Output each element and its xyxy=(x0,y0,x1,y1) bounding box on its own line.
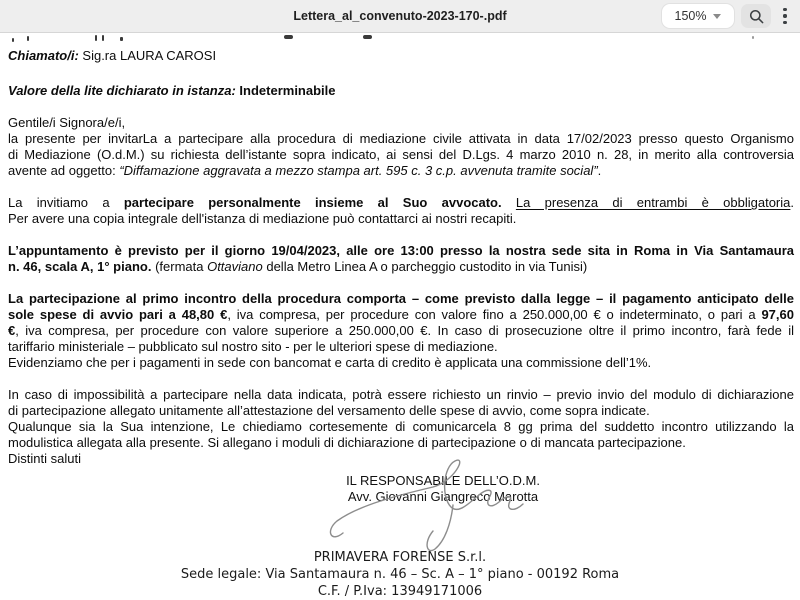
value-line-line: Valore della lite dichiarato in istanza: Indeterminabile xyxy=(8,83,336,98)
intention-paragraph xyxy=(8,419,794,451)
intro-paragraph-line: di Mediazione (O.d.M.) su richiesta dell’istante sopra indicato, ai sensi del D.Lgs. 4 marzo 2010 n. 28, in merito alla controversia xyxy=(8,147,794,162)
postponement-paragraph xyxy=(8,387,794,419)
search-icon xyxy=(748,8,765,25)
document-blocks xyxy=(0,48,800,467)
intro-paragraph-line: avente ad oggetto: “Diffamazione aggravata a mezzo stampa art. 595 c. 3 c.p. avvenuta tramite social”. xyxy=(8,163,602,178)
document-title: Lettera_al_convenuto-2023-170-.pdf xyxy=(293,9,507,23)
footer-block xyxy=(0,549,800,600)
closing-line-line: Distinti saluti xyxy=(8,451,81,466)
intention-paragraph-line: modulistica allegata alla presente. Si allegano i moduli di dichiarazione di partecipazione o di mancata partecipazione. xyxy=(8,435,686,450)
costs-paragraph-line: €, iva compresa, per procedure con valore superiore a 250.000,00 €. In caso di prosecuzione oltre il primo incontro, farà fede il xyxy=(8,323,794,338)
recipient-line-line: Chiamato/i: Sig.ra LAURA CAROSI xyxy=(8,48,217,63)
pdf-toolbar xyxy=(0,0,800,33)
document-viewport[interactable] xyxy=(0,33,800,600)
invitation-paragraph-line: La invitiamo a partecipare personalmente insieme al Suo avvocato. La presenza di entrambi è obbligatoria. xyxy=(8,195,795,210)
costs-paragraph-line: tariffario ministeriale – pubblicato sul nostro sito - per le ulteriori spese di mediazione. xyxy=(8,339,498,354)
closing-line xyxy=(8,451,794,467)
postponement-paragraph-line: di partecipazione allegato unitamente all’attestazione del versamento delle spese di avvio, come sopra indicate. xyxy=(8,403,650,418)
kebab-dot xyxy=(783,8,786,11)
zoom-level-value: 150% xyxy=(674,9,707,23)
commission-line-line: Evidenziamo che per i pagamenti in sede con bancomat e carta di credito è applicata una commissione dell’1%. xyxy=(8,355,652,370)
footer-tax-id: C.F. / P.Iva: 13949171006 xyxy=(317,584,483,599)
intention-paragraph-line: Qualunque sia la Sua intenzione, Le chiediamo cortesemente di comunicarcela 8 gg prima del suddetto incontro utilizzando la xyxy=(8,419,794,434)
signature-block xyxy=(283,473,603,505)
search-button[interactable] xyxy=(741,4,771,28)
invitation-paragraph xyxy=(8,195,794,227)
salutation xyxy=(8,115,794,131)
costs-paragraph xyxy=(8,291,794,355)
commission-line xyxy=(8,355,794,371)
intro-paragraph-line: la presente per invitarLa a partecipare alla procedura di mediazione civile attivata in data 17/02/2023 presso questo Organismo xyxy=(8,131,794,146)
signatory-role: IL RESPONSABILE DELL’O.D.M. xyxy=(346,473,540,488)
appointment-paragraph xyxy=(8,243,794,275)
salutation-line: Gentile/i Signora/e/i, xyxy=(8,115,126,130)
costs-paragraph-line: La partecipazione al primo incontro della procedura comporta – come previsto dalla legge – il pagamento anticipato delle xyxy=(8,291,794,306)
zoom-level-select[interactable] xyxy=(662,4,734,28)
value-line xyxy=(8,83,794,99)
signatory-name: Avv. Giovanni Giangreco Marotta xyxy=(347,489,539,504)
costs-paragraph-line: sole spese di avvio pari a 48,80 €, iva compresa, per procedure con valore fino a 250.000,00 € o indeterminato, o pari a 97,60 xyxy=(8,307,794,322)
appointment-paragraph-line: L’appuntamento è previsto per il giorno 19/04/2023, alle ore 13:00 presso la nostra sede sita in Roma in Via Santamaura xyxy=(8,243,794,258)
footer-address: Sede legale: Via Santamaura n. 46 – Sc. A – 1° piano - 00192 Roma xyxy=(180,567,620,582)
recipient-line xyxy=(8,48,794,64)
more-options-button[interactable] xyxy=(776,4,794,28)
kebab-dot xyxy=(783,21,786,24)
appointment-paragraph-line: n. 46, scala A, 1° piano. (fermata Ottaviano della Metro Linea A o parcheggio custodito in via Tunisi) xyxy=(8,259,588,274)
postponement-paragraph-line: In caso di impossibilità a partecipare nella data indicata, potrà essere richiesto un rinvio – previo invio del modulo di dichiarazione xyxy=(8,387,794,402)
chevron-down-icon xyxy=(713,14,721,19)
intro-paragraph xyxy=(8,131,794,179)
footer-company: PRIMAVERA FORENSE S.r.l. xyxy=(313,550,487,565)
kebab-dot xyxy=(783,14,786,17)
invitation-paragraph-line: Per avere una copia integrale dell'istanza di mediazione può contattarci ai nostri recapiti. xyxy=(8,211,517,226)
clipped-text-fragments xyxy=(8,33,792,44)
